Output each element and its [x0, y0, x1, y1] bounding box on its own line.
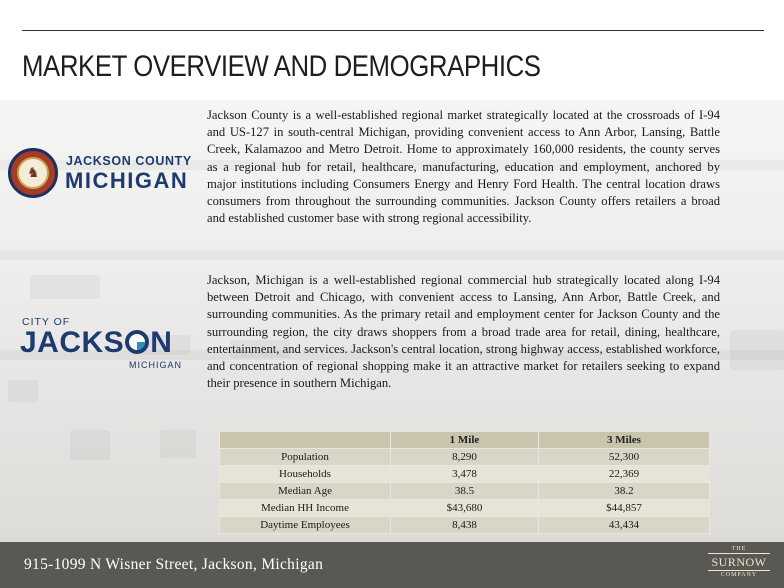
brand-the: THE — [731, 546, 747, 552]
value-1-mile: 3,478 — [391, 466, 539, 483]
value-1-mile: $43,680 — [391, 500, 539, 517]
city-logo-sub: MICHIGAN — [129, 360, 182, 370]
value-3-miles: 52,300 — [539, 449, 710, 466]
city-of-jackson-logo — [20, 316, 188, 376]
county-seal-icon: ♞ — [8, 148, 58, 198]
property-address: 915-1099 N Wisner Street, Jackson, Michigan — [24, 556, 324, 573]
table-row — [220, 449, 710, 466]
surnow-company-logo — [708, 546, 770, 584]
row-label: Population — [220, 449, 391, 466]
county-logo-line2: MICHIGAN — [65, 168, 189, 193]
table-header-row — [220, 432, 710, 449]
row-label: Households — [220, 466, 391, 483]
row-label: Median HH Income — [220, 500, 391, 517]
table-row — [220, 500, 710, 517]
footer-bar — [0, 542, 784, 588]
demographics-table — [219, 431, 710, 534]
value-1-mile: 38.5 — [391, 483, 539, 500]
table-row — [220, 466, 710, 483]
table-row — [220, 517, 710, 534]
jackson-county-logo — [8, 146, 193, 202]
row-label: Daytime Employees — [220, 517, 391, 534]
value-3-miles: 43,434 — [539, 517, 710, 534]
page-title: MARKET OVERVIEW AND DEMOGRAPHICS — [22, 50, 541, 83]
top-divider — [22, 30, 764, 31]
city-logo-prefix: CITY OF — [22, 316, 71, 328]
county-logo-line1: JACKSON COUNTY — [66, 154, 192, 168]
row-label: Median Age — [220, 483, 391, 500]
value-1-mile: 8,290 — [391, 449, 539, 466]
header-1-mile: 1 Mile — [391, 432, 539, 449]
table-row — [220, 483, 710, 500]
value-3-miles: $44,857 — [539, 500, 710, 517]
value-1-mile: 8,438 — [391, 517, 539, 534]
county-overview-paragraph: Jackson County is a well-established regional market strategically located at the crossroads of I-94 and US-127 in south-central Michigan, providing convenient access to Ann Arbor, Lansing, Battle Creek, Kalamazoo and Metro Detroit. Home to approximately 160,000 residents, the county serves as a regional hub for retail, healthcare, manufacturing, education and employment, anchored by major institutions including Consumers Energy and Henry Ford Health. The central location draws consumers from throughout the surrounding communities. Jackson County offers retailers a broad and established customer base with strong regional accessibility. — [207, 108, 720, 226]
value-3-miles: 38.2 — [539, 483, 710, 500]
header-3-miles: 3 Miles — [539, 432, 710, 449]
brand-name: SURNOW — [708, 553, 770, 571]
city-logo-o-icon — [125, 330, 149, 354]
header-label-cell — [220, 432, 391, 449]
city-logo-name: JACKS N — [20, 326, 173, 359]
value-3-miles: 22,369 — [539, 466, 710, 483]
brand-company: COMPANY — [720, 572, 758, 578]
city-overview-paragraph: Jackson, Michigan is a well-established regional commercial hub strategically located along I-94 between Detroit and Chicago, with convenient access to Lansing, Ann Arbor, Battle Creek, and surrounding communities. As the primary retail and employment center for Jackson County and the surrounding region, the city draws shoppers from a broad trade area for retail, dining, healthcare, entertainment, and services. Jackson's central location, strong highway access, established workforce, and concentration of regional shopping make it an attractive market for retailers seeking to expand their presence in southern Michigan. — [207, 273, 720, 391]
